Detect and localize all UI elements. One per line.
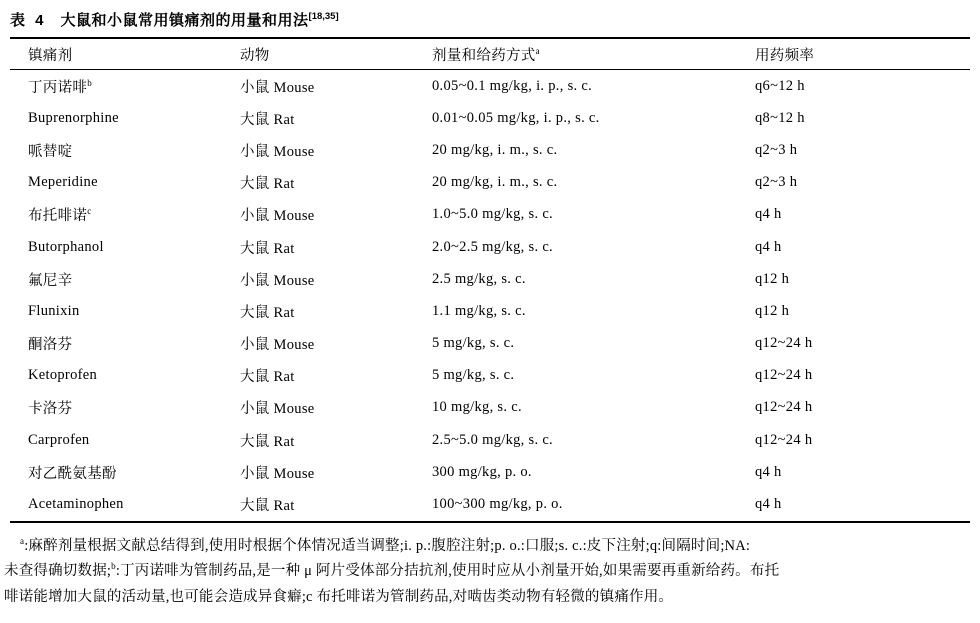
cell-animal: 大鼠 Rat	[240, 369, 295, 386]
table-row	[10, 392, 970, 424]
table-header-row	[10, 39, 970, 70]
cell-frequency: q4 h	[755, 238, 782, 255]
cell-analgesic	[28, 110, 240, 127]
column-header-frequency	[755, 44, 970, 65]
column-header-label: 用药频率	[755, 47, 815, 64]
analgesic-name: 酮洛芬	[28, 337, 73, 354]
cell-frequency: q6~12 h	[755, 77, 805, 94]
cell-analgesic	[28, 174, 240, 191]
cell-frequency: q12~24 h	[755, 367, 813, 384]
table-body	[10, 70, 970, 521]
analgesic-name: 布托啡诺	[28, 208, 88, 225]
cell-animal: 小鼠 Mouse	[240, 337, 315, 354]
footnote-text: 啡诺能增加大鼠的活动量,也可能会造成异食癖;c 布托啡诺为管制药品,对啮齿类动物有轻微的镇痛作用。	[4, 588, 674, 605]
cell-frequency: q12~24 h	[755, 399, 813, 416]
table-row	[10, 328, 970, 360]
cell-dose: 5 mg/kg, s. c.	[432, 335, 515, 352]
cell-frequency: q4 h	[755, 496, 782, 513]
cell-animal: 小鼠 Mouse	[240, 208, 315, 225]
cell-analgesic	[28, 303, 240, 320]
analgesic-name: 哌替啶	[28, 143, 73, 160]
table-title	[10, 9, 980, 30]
table-number: 表 4	[10, 12, 47, 29]
cell-dose: 1.1 mg/kg, s. c.	[432, 302, 526, 319]
footnote-text: :麻醉剂量根据文献总结得到,使用时根据个体情况适当调整;i. p.:腹腔注射;p. o.:口服;s. c.:皮下注射;q:间隔时间;NA:	[24, 537, 751, 554]
cell-dose: 2.5~5.0 mg/kg, s. c.	[432, 431, 553, 448]
cell-dose: 2.5 mg/kg, s. c.	[432, 270, 526, 287]
column-header-dose	[432, 44, 755, 65]
column-header-animal	[240, 44, 432, 65]
cell-animal: 大鼠 Rat	[240, 176, 295, 193]
table-row	[10, 360, 970, 392]
table-caption: 大鼠和小鼠常用镇痛剂的用量和用法	[60, 12, 309, 29]
table-row	[10, 456, 970, 488]
cell-dose: 100~300 mg/kg, p. o.	[432, 496, 563, 513]
cell-animal: 大鼠 Rat	[240, 304, 295, 321]
analgesic-name: Acetaminophen	[28, 496, 124, 513]
cell-frequency: q2~3 h	[755, 174, 798, 191]
column-header-label: 镇痛剂	[28, 47, 73, 64]
analgesic-superscript: c	[87, 206, 92, 217]
citation-superscript: [18,35]	[308, 11, 339, 22]
analgesic-name: Flunixin	[28, 302, 80, 319]
cell-analgesic	[28, 204, 240, 225]
cell-animal: 小鼠 Mouse	[240, 465, 315, 482]
cell-analgesic	[28, 432, 240, 449]
analgesic-name: Buprenorphine	[28, 109, 119, 126]
table-row	[10, 263, 970, 295]
cell-analgesic	[28, 496, 240, 513]
cell-animal: 大鼠 Rat	[240, 111, 295, 128]
analgesic-name: Meperidine	[28, 174, 98, 191]
cell-frequency: q12~24 h	[755, 335, 813, 352]
table-row	[10, 134, 970, 166]
footnote-text: :丁丙诺啡为管制药品,是一种 μ 阿片受体部分拮抗剂,使用时应从小剂量开始,如果需要再重新给药。布托	[115, 563, 780, 580]
cell-dose: 1.0~5.0 mg/kg, s. c.	[432, 206, 553, 223]
column-header-analgesic	[28, 44, 240, 65]
footnote-line	[4, 585, 970, 611]
cell-animal: 大鼠 Rat	[240, 433, 295, 450]
cell-animal: 大鼠 Rat	[240, 498, 295, 515]
cell-dose: 300 mg/kg, p. o.	[432, 463, 532, 480]
cell-analgesic	[28, 367, 240, 384]
table-row	[10, 70, 970, 102]
cell-frequency: q12 h	[755, 302, 790, 319]
footnote-superscript: a	[20, 535, 25, 546]
cell-dose: 10 mg/kg, s. c.	[432, 399, 522, 416]
cell-animal: 小鼠 Mouse	[240, 272, 315, 289]
cell-frequency: q8~12 h	[755, 109, 805, 126]
analgesics-table	[10, 37, 970, 523]
table-row	[10, 424, 970, 456]
cell-analgesic	[28, 269, 240, 290]
cell-dose: 20 mg/kg, i. m., s. c.	[432, 141, 558, 158]
cell-analgesic	[28, 462, 240, 483]
table-row	[10, 199, 970, 231]
footnote-superscript: b	[111, 561, 116, 572]
column-header-label: 剂量和给药方式	[432, 47, 536, 64]
table-footnote	[4, 534, 970, 611]
cell-analgesic	[28, 333, 240, 354]
cell-dose: 2.0~2.5 mg/kg, s. c.	[432, 238, 553, 255]
cell-analgesic	[28, 239, 240, 256]
cell-frequency: q2~3 h	[755, 141, 798, 158]
cell-dose: 5 mg/kg, s. c.	[432, 367, 515, 384]
table-row	[10, 102, 970, 134]
cell-analgesic	[28, 76, 240, 97]
table-row	[10, 488, 970, 520]
footnote-line	[4, 534, 970, 560]
analgesic-name: Carprofen	[28, 431, 90, 448]
analgesic-name: Butorphanol	[28, 238, 104, 255]
cell-frequency: q12~24 h	[755, 431, 813, 448]
analgesic-name: 卡洛芬	[28, 401, 73, 418]
table-row	[10, 231, 970, 263]
cell-frequency: q12 h	[755, 270, 790, 287]
analgesic-superscript: b	[87, 77, 93, 88]
analgesic-name: 氟尼辛	[28, 272, 73, 289]
table-row	[10, 167, 970, 199]
cell-animal: 小鼠 Mouse	[240, 401, 315, 418]
cell-animal: 小鼠 Mouse	[240, 79, 315, 96]
cell-dose: 0.01~0.05 mg/kg, i. p., s. c.	[432, 109, 600, 126]
analgesic-name: Ketoprofen	[28, 367, 98, 384]
header-superscript: a	[535, 45, 540, 56]
cell-animal: 大鼠 Rat	[240, 240, 295, 257]
cell-dose: 20 mg/kg, i. m., s. c.	[432, 174, 558, 191]
cell-dose: 0.05~0.1 mg/kg, i. p., s. c.	[432, 77, 593, 94]
column-header-label: 动物	[240, 47, 270, 64]
cell-frequency: q4 h	[755, 206, 782, 223]
analgesic-name: 丁丙诺啡	[28, 79, 88, 96]
cell-animal: 小鼠 Mouse	[240, 143, 315, 160]
cell-frequency: q4 h	[755, 463, 782, 480]
footnote-text: 未查得确切数据;	[4, 563, 112, 580]
cell-analgesic	[28, 140, 240, 161]
footnote-line	[4, 559, 970, 585]
cell-analgesic	[28, 397, 240, 418]
analgesic-name: 对乙酰氨基酚	[28, 465, 117, 482]
table-row	[10, 295, 970, 327]
